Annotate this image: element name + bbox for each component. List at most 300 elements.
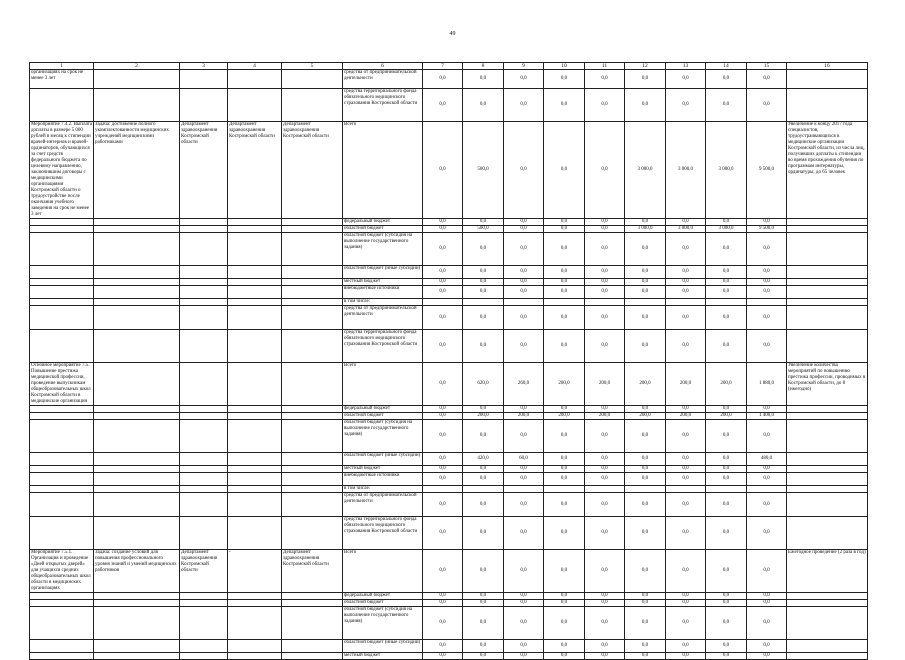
table-row — [30, 286, 868, 299]
coexecutor-cell — [228, 593, 282, 600]
participant-cell — [282, 406, 343, 413]
expected-result-cell — [787, 406, 868, 413]
event-name-cell: Мероприятие 7.4.2. Выплата доплаты в размере 5 000 рублей в месяц к стипендии врачей-интернов и врачей-ординаторов, обучающихся за счет средств федерального бюджета по целевому направлению, заключившим договоры с медицинскими организациями Костромской области о трудоустройстве после окончания учебного заведения на срок не менее 3 лет — [31, 122, 93, 217]
table-row — [30, 550, 868, 593]
task-cell — [94, 70, 180, 89]
amount-cell: 0,0 — [666, 466, 706, 473]
amount-cell: 0,0 — [423, 226, 463, 233]
task-cell — [94, 593, 180, 600]
amount-cell: 0,0 — [625, 266, 666, 279]
amount-cell: 0,0 — [423, 330, 463, 363]
participant-cell — [282, 330, 343, 363]
participant-cell — [282, 226, 343, 233]
amount-cell: 0,0 — [706, 89, 747, 122]
funding-source-cell: областной бюджет (субсидия на выполнение государственного задания) — [343, 607, 423, 640]
task-cell — [94, 493, 180, 517]
amount-cell: 0,0 — [463, 550, 504, 593]
column-number: 7 — [423, 63, 463, 70]
amount-cell: 0,0 — [706, 607, 747, 640]
amount-cell: 0,0 — [666, 493, 706, 517]
task-cell — [94, 453, 180, 466]
task-cell — [94, 607, 180, 640]
table-row — [30, 517, 868, 550]
expected-result-cell: Увеличение количества мероприятий по повышению престижа профессии, проводимых в Костромской области, до 8 (ежегодно) — [787, 363, 868, 406]
event-name-cell — [30, 226, 94, 233]
amount-cell — [504, 486, 544, 493]
amount-cell: 0,0 — [423, 266, 463, 279]
amount-cell: 0,0 — [625, 279, 666, 286]
participant-cell — [282, 473, 343, 486]
funding-source-cell: местный бюджет — [343, 653, 423, 660]
amount-cell: 0,0 — [625, 70, 666, 89]
amount-cell: 0,0 — [463, 517, 504, 550]
column-number: 5 — [282, 63, 343, 70]
participant-cell — [282, 453, 343, 466]
amount-cell: 0,0 — [544, 600, 585, 607]
funding-source-cell: областной бюджет (иные субсидии) — [343, 453, 423, 466]
amount-cell: 0,0 — [423, 473, 463, 486]
amount-cell: 0,0 — [504, 493, 544, 517]
responsible-executor-cell — [180, 226, 228, 233]
amount-cell: 0,0 — [706, 406, 747, 413]
task-cell — [94, 363, 180, 406]
amount-cell: 0,0 — [666, 607, 706, 640]
funding-source-cell: средства от предпринимательской деятельности — [343, 493, 423, 517]
column-number: 1 — [30, 63, 94, 70]
amount-cell: 0,0 — [706, 266, 747, 279]
column-number: 10 — [544, 63, 585, 70]
task-cell: Задача: достижение полного укомплектованности медицинских учреждений медицинскими работниками — [94, 122, 180, 219]
event-name-cell — [30, 279, 94, 286]
expected-result-cell — [787, 330, 868, 363]
amount-cell: 0,0 — [423, 466, 463, 473]
amount-cell: 200,0 — [544, 363, 585, 406]
amount-cell: 0,0 — [625, 233, 666, 266]
amount-cell — [666, 299, 706, 306]
amount-cell: 0,0 — [544, 466, 585, 473]
amount-cell: 0,0 — [666, 473, 706, 486]
expected-result-cell — [787, 299, 868, 306]
coexecutor-cell — [228, 640, 282, 653]
amount-cell: 200,0 — [625, 363, 666, 406]
event-name-cell — [30, 466, 94, 473]
amount-cell: 200,0 — [625, 413, 666, 420]
table-row — [30, 363, 868, 406]
table-row — [30, 453, 868, 466]
task-cell — [94, 486, 180, 493]
amount-cell: 0,0 — [625, 493, 666, 517]
coexecutor-cell — [228, 219, 282, 226]
amount-cell: 0,0 — [463, 593, 504, 600]
amount-cell: 0,0 — [423, 306, 463, 330]
expected-result-cell — [787, 517, 868, 550]
amount-cell: 0,0 — [423, 517, 463, 550]
funding-source-cell: областной бюджет (субсидия на выполнение государственного задания) — [343, 420, 423, 453]
amount-cell: 0,0 — [747, 640, 787, 653]
coexecutor-cell — [228, 473, 282, 486]
amount-cell: 0,0 — [666, 306, 706, 330]
amount-cell: 3 000,0 — [706, 122, 747, 219]
funding-source-cell: средства территориального фонда обязательного медицинского страхования Костромской области — [343, 330, 423, 363]
column-number: 11 — [585, 63, 625, 70]
column-number-row — [30, 63, 868, 70]
amount-cell: 0,0 — [504, 607, 544, 640]
column-number: 2 — [94, 63, 180, 70]
event-name-cell — [30, 473, 94, 486]
event-name-cell — [30, 406, 94, 413]
amount-cell: 0,0 — [747, 306, 787, 330]
table-row — [30, 306, 868, 330]
task-cell — [94, 286, 180, 299]
amount-cell: 0,0 — [463, 89, 504, 122]
amount-cell: 200,0 — [585, 413, 625, 420]
participant-cell — [282, 593, 343, 600]
amount-cell: 0,0 — [504, 89, 544, 122]
amount-cell: 0,0 — [463, 219, 504, 226]
amount-cell: 0,0 — [706, 286, 747, 299]
expected-result-cell — [787, 286, 868, 299]
amount-cell: 9 500,0 — [747, 122, 787, 219]
amount-cell: 0,0 — [423, 89, 463, 122]
responsible-executor-cell — [180, 600, 228, 607]
amount-cell: 0,0 — [625, 550, 666, 593]
amount-cell: 620,0 — [463, 363, 504, 406]
amount-cell: 0,0 — [706, 279, 747, 286]
amount-cell: 0,0 — [747, 330, 787, 363]
task-cell — [94, 600, 180, 607]
amount-cell — [544, 486, 585, 493]
amount-cell: 0,0 — [463, 473, 504, 486]
task-cell — [94, 420, 180, 453]
coexecutor-cell — [228, 226, 282, 233]
responsible-executor-cell — [180, 493, 228, 517]
amount-cell: 500,0 — [463, 122, 504, 219]
participant-cell: Департамент здравоохранения Костромской области — [282, 122, 343, 219]
amount-cell: 0,0 — [585, 493, 625, 517]
coexecutor-cell — [228, 607, 282, 640]
amount-cell: 0,0 — [666, 653, 706, 660]
task-cell — [94, 299, 180, 306]
amount-cell: 0,0 — [463, 330, 504, 363]
event-name-cell — [30, 299, 94, 306]
amount-cell: 0,0 — [666, 406, 706, 413]
amount-cell: 0,0 — [747, 466, 787, 473]
amount-cell: 0,0 — [423, 493, 463, 517]
expected-result-cell — [787, 607, 868, 640]
amount-cell: 0,0 — [504, 226, 544, 233]
task-cell — [94, 517, 180, 550]
amount-cell: 0,0 — [585, 550, 625, 593]
amount-cell: 0,0 — [463, 607, 504, 640]
amount-cell: 0,0 — [423, 279, 463, 286]
expected-result-cell — [787, 233, 868, 266]
amount-cell: 0,0 — [585, 453, 625, 466]
table-row — [30, 593, 868, 600]
column-number: 3 — [180, 63, 228, 70]
event-name-cell — [30, 486, 94, 493]
amount-cell: 0,0 — [666, 517, 706, 550]
amount-cell: 0,0 — [747, 493, 787, 517]
amount-cell: 0,0 — [706, 420, 747, 453]
amount-cell: 0,0 — [585, 122, 625, 219]
column-number: 9 — [504, 63, 544, 70]
coexecutor-cell — [228, 453, 282, 466]
amount-cell: 0,0 — [666, 640, 706, 653]
amount-cell: 0,0 — [706, 473, 747, 486]
event-name-cell: Основное мероприятие 7.5. Повышение престижа медицинской профессии, проведение выпускникам общеобразовательных школ Костромской области в медицинские организации — [30, 363, 94, 406]
coexecutor-cell — [228, 493, 282, 517]
task-cell — [94, 330, 180, 363]
amount-cell — [747, 299, 787, 306]
coexecutor-cell — [228, 233, 282, 266]
amount-cell — [423, 299, 463, 306]
amount-cell: 0,0 — [544, 89, 585, 122]
amount-cell: 0,0 — [463, 493, 504, 517]
participant-cell — [282, 420, 343, 453]
amount-cell: 0,0 — [747, 233, 787, 266]
amount-cell: 0,0 — [544, 219, 585, 226]
responsible-executor-cell — [180, 517, 228, 550]
coexecutor-cell — [228, 330, 282, 363]
table-row — [30, 413, 868, 420]
responsible-executor-cell — [180, 593, 228, 600]
amount-cell: 0,0 — [544, 306, 585, 330]
amount-cell: 0,0 — [544, 550, 585, 593]
event-name-cell — [30, 493, 94, 517]
expected-result-cell — [787, 473, 868, 486]
amount-cell — [423, 486, 463, 493]
expected-result-cell — [787, 653, 868, 660]
task-cell: Задача: создание условий для повышения профессионального уровня знаний и умений медицинских работников — [94, 550, 180, 593]
expected-result-cell — [787, 493, 868, 517]
amount-cell: 0,0 — [463, 306, 504, 330]
responsible-executor-cell — [180, 279, 228, 286]
funding-source-cell: местный бюджет — [343, 279, 423, 286]
amount-cell: 0,0 — [463, 233, 504, 266]
amount-cell: 0,0 — [585, 420, 625, 453]
amount-cell: 0,0 — [585, 517, 625, 550]
amount-cell: 0,0 — [504, 473, 544, 486]
amount-cell: 0,0 — [504, 550, 544, 593]
amount-cell — [463, 486, 504, 493]
amount-cell: 0,0 — [544, 286, 585, 299]
event-name-cell — [30, 286, 94, 299]
column-number: 8 — [463, 63, 504, 70]
expected-result-cell — [787, 279, 868, 286]
amount-cell: 0,0 — [747, 406, 787, 413]
amount-cell — [706, 486, 747, 493]
amount-cell: 0,0 — [625, 653, 666, 660]
table-row — [30, 226, 868, 233]
task-cell — [94, 406, 180, 413]
amount-cell: 0,0 — [747, 266, 787, 279]
funding-source-cell: областной бюджет (иные субсидии) — [343, 266, 423, 279]
amount-cell: 3 000,0 — [666, 226, 706, 233]
task-cell — [94, 279, 180, 286]
amount-cell: 0,0 — [706, 70, 747, 89]
amount-cell: 0,0 — [423, 286, 463, 299]
amount-cell: 0,0 — [625, 330, 666, 363]
amount-cell: 0,0 — [666, 420, 706, 453]
participant-cell — [282, 466, 343, 473]
amount-cell: 0,0 — [423, 550, 463, 593]
participant-cell — [282, 306, 343, 330]
amount-cell: 0,0 — [585, 70, 625, 89]
table-row — [30, 266, 868, 279]
table-row — [30, 466, 868, 473]
task-cell — [94, 233, 180, 266]
funding-source-cell: внебюджетные источники — [343, 473, 423, 486]
amount-cell: 0,0 — [585, 266, 625, 279]
participant-cell — [282, 363, 343, 406]
amount-cell: 0,0 — [666, 453, 706, 466]
amount-cell: 0,0 — [544, 226, 585, 233]
table-row — [30, 122, 868, 219]
responsible-executor-cell — [180, 330, 228, 363]
responsible-executor-cell — [180, 299, 228, 306]
funding-source-cell: областной бюджет (субсидия на выполнение государственного задания) — [343, 233, 423, 266]
amount-cell: 0,0 — [625, 453, 666, 466]
column-number: 4 — [228, 63, 282, 70]
amount-cell: 0,0 — [706, 219, 747, 226]
table-row — [30, 299, 868, 306]
amount-cell: 0,0 — [585, 330, 625, 363]
amount-cell: 0,0 — [544, 517, 585, 550]
amount-cell: 0,0 — [625, 600, 666, 607]
expected-result-cell — [787, 420, 868, 453]
amount-cell: 0,0 — [625, 219, 666, 226]
participant-cell — [282, 279, 343, 286]
amount-cell: 0,0 — [747, 89, 787, 122]
funding-source-cell: Всего — [343, 363, 423, 406]
table-row — [30, 70, 868, 89]
amount-cell: 0,0 — [666, 266, 706, 279]
amount-cell: 0,0 — [625, 640, 666, 653]
responsible-executor-cell — [180, 466, 228, 473]
task-cell — [94, 640, 180, 653]
amount-cell: 0,0 — [666, 233, 706, 266]
participant-cell — [282, 493, 343, 517]
amount-cell: 500,0 — [463, 226, 504, 233]
funding-source-cell: областной бюджет — [343, 226, 423, 233]
funding-source-cell: федеральный бюджет — [343, 219, 423, 226]
amount-cell: 0,0 — [544, 473, 585, 486]
amount-cell: 0,0 — [706, 330, 747, 363]
participant-cell — [282, 607, 343, 640]
amount-cell: 0,0 — [666, 89, 706, 122]
event-name-cell — [30, 640, 94, 653]
amount-cell: 200,0 — [706, 363, 747, 406]
amount-cell: 0,0 — [706, 466, 747, 473]
event-name-cell — [30, 219, 94, 226]
expected-result-cell — [787, 70, 868, 89]
amount-cell: 0,0 — [544, 330, 585, 363]
amount-cell: 0,0 — [585, 640, 625, 653]
amount-cell: 0,0 — [423, 70, 463, 89]
amount-cell: 0,0 — [625, 593, 666, 600]
table-row — [30, 219, 868, 226]
expected-result-cell — [787, 593, 868, 600]
amount-cell — [585, 299, 625, 306]
amount-cell: 200,0 — [666, 413, 706, 420]
amount-cell: 0,0 — [747, 420, 787, 453]
funding-source-cell: федеральный бюджет — [343, 593, 423, 600]
amount-cell: 0,0 — [585, 306, 625, 330]
event-name-cell — [30, 607, 94, 640]
funding-source-cell: местный бюджет — [343, 466, 423, 473]
amount-cell: 0,0 — [706, 493, 747, 517]
event-name-cell — [30, 266, 94, 279]
participant-cell — [282, 70, 343, 89]
amount-cell: 0,0 — [747, 279, 787, 286]
amount-cell: 0,0 — [706, 600, 747, 607]
amount-cell: 0,0 — [504, 593, 544, 600]
amount-cell: 0,0 — [463, 286, 504, 299]
responsible-executor-cell — [180, 89, 228, 122]
responsible-executor-cell: Департамент здравоохранения Костромской области — [180, 550, 228, 593]
amount-cell: 0,0 — [504, 279, 544, 286]
amount-cell: 480,0 — [747, 453, 787, 466]
participant-cell — [282, 486, 343, 493]
event-name-cell — [30, 89, 94, 122]
amount-cell: 0,0 — [504, 233, 544, 266]
budget-table — [29, 62, 868, 660]
funding-source-cell: средства территориального фонда обязательного медицинского страхования Костромской области — [343, 89, 423, 122]
responsible-executor-cell — [180, 363, 228, 406]
amount-cell: 0,0 — [747, 219, 787, 226]
responsible-executor-cell — [180, 473, 228, 486]
task-cell — [94, 466, 180, 473]
table-body — [30, 63, 868, 660]
coexecutor-cell — [228, 299, 282, 306]
event-name-cell — [30, 330, 94, 363]
amount-cell — [747, 486, 787, 493]
amount-cell: 0,0 — [463, 266, 504, 279]
participant-cell — [282, 600, 343, 607]
amount-cell: 0,0 — [625, 466, 666, 473]
amount-cell: 0,0 — [463, 70, 504, 89]
amount-cell: 0,0 — [423, 593, 463, 600]
amount-cell: 200,0 — [666, 363, 706, 406]
amount-cell: 0,0 — [666, 279, 706, 286]
amount-cell: 0,0 — [504, 219, 544, 226]
expected-result-cell: Ежегодное проведение (2 раза в год) — [787, 550, 868, 593]
amount-cell: 0,0 — [463, 279, 504, 286]
amount-cell: 0,0 — [423, 453, 463, 466]
amount-cell: 0,0 — [666, 550, 706, 593]
table-row — [30, 420, 868, 453]
table-row — [30, 653, 868, 660]
amount-cell: 0,0 — [625, 473, 666, 486]
amount-cell: 0,0 — [544, 122, 585, 219]
page-number: 49 — [449, 31, 456, 37]
participant-cell — [282, 640, 343, 653]
amount-cell: 3 000,0 — [706, 226, 747, 233]
funding-source-cell: средства от предпринимательской деятельности — [343, 70, 423, 89]
funding-source-cell: областной бюджет — [343, 600, 423, 607]
amount-cell: 0,0 — [463, 640, 504, 653]
amount-cell: 0,0 — [747, 653, 787, 660]
amount-cell: 0,0 — [504, 600, 544, 607]
coexecutor-cell: - — [228, 550, 282, 593]
amount-cell: 0,0 — [585, 607, 625, 640]
participant-cell — [282, 266, 343, 279]
amount-cell: 0,0 — [423, 653, 463, 660]
amount-cell: 0,0 — [585, 600, 625, 607]
participant-cell — [282, 219, 343, 226]
column-number: 6 — [343, 63, 423, 70]
table-row — [30, 406, 868, 413]
